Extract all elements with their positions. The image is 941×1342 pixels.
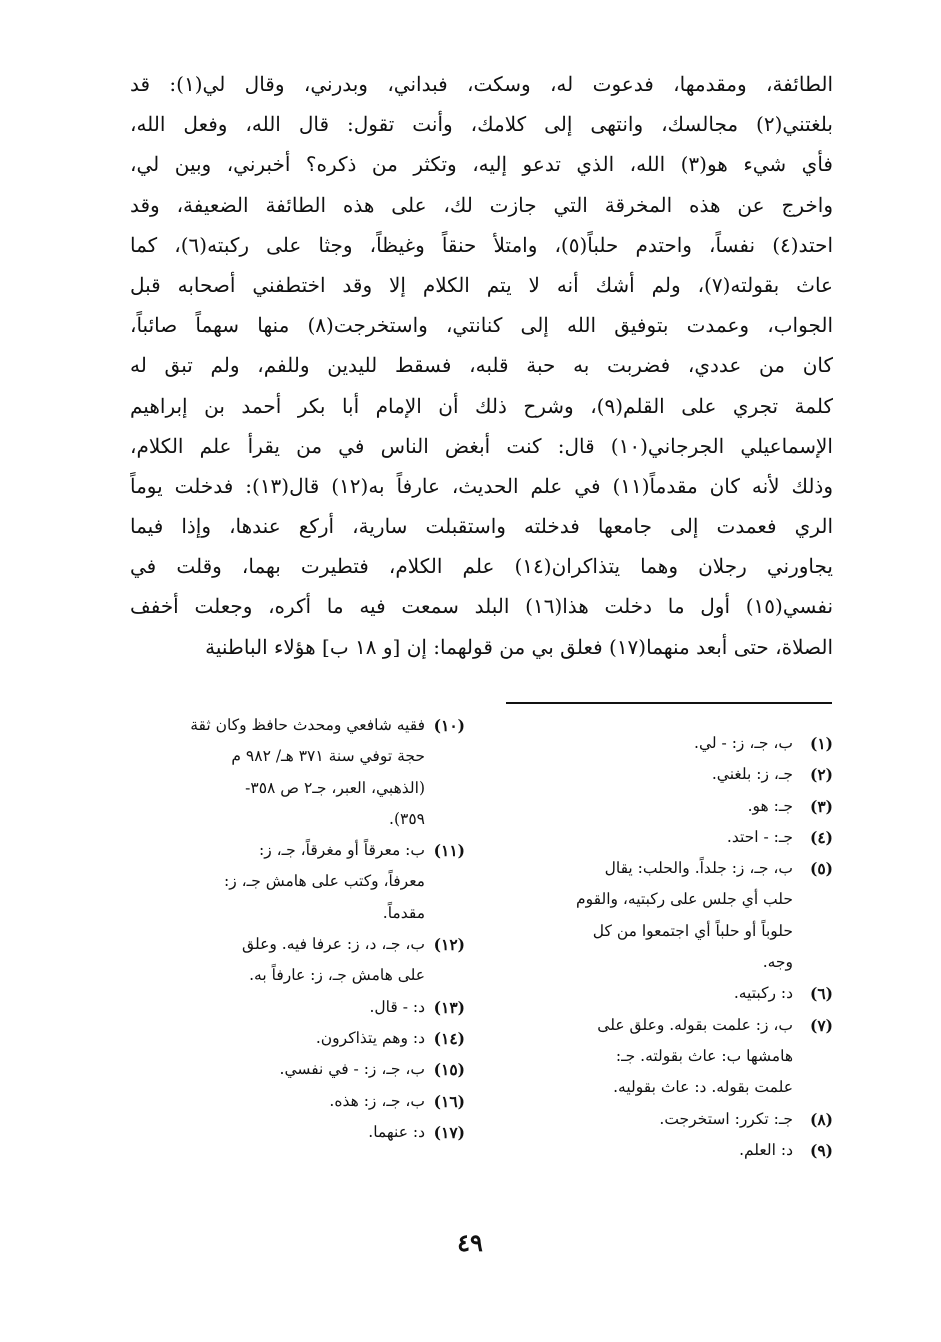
text-line: نفسي(١٥) أول ما دخلت هذا(١٦) البلد سمعت فيه ما أكره، وجعلت أخفف: [130, 594, 833, 619]
footnote-line: حلوباً أو حلباً أي اجتمعوا من كل: [592, 921, 793, 940]
footnote-line: حجة توفي سنة ٣٧١ هـ/ ٩٨٢ م: [231, 747, 425, 766]
footnote-number: (٢): [809, 765, 833, 785]
footnote-number: (٥): [809, 859, 833, 879]
footnote: [493, 1010, 833, 1104]
footnote-line: ب، جـ، ز: جلداً. والحلب: يقال: [604, 859, 793, 878]
main-text: [130, 64, 833, 667]
footnote-line: د: - قال.: [369, 997, 425, 1016]
text-line: بلغتني(٢) مجالسك، وانتهى إلى كلامك، وأنت تقول: قال الله، وفعل الله،: [130, 112, 833, 137]
footnote-number: (١٤): [433, 1028, 465, 1048]
footnote-line: حلب أي جلس على ركبتيه، والقوم: [576, 890, 793, 909]
footnote-number: (٨): [809, 1109, 833, 1129]
footnote-line: جـ: هو.: [747, 796, 793, 815]
text-line: وذلك لأنه كان مقدماً(١١) في علم الحديث، عارفاً به(١٢) قال(١٣): فدخلت يوماً: [130, 473, 833, 498]
text-line: فأي شيء هو(٣) الله، الذي تدعو إليه، وتكثر من ذكره؟ أخبرني، وبين لي،: [130, 152, 833, 177]
footnote: [493, 822, 833, 853]
text-line: الإسماعيلي الجرجاني(١٠) قال: كنت أبغض الناس في من يقرأ علم الكلام،: [130, 433, 833, 458]
footnote: [493, 791, 833, 822]
footnote-number: (١): [809, 734, 833, 753]
footnote: [125, 992, 465, 1023]
footnote-line: على هامش جـ، ز: عارفاً به.: [249, 966, 425, 985]
footnote-line: معرفاً، وكتب على هامش جـ، ز:: [224, 872, 425, 891]
footnote-line: علمت بقوله. د: عاث بقوليه.: [613, 1078, 793, 1097]
footnote-line: ٣٥٩).: [389, 809, 425, 828]
footnotes-right-column: [493, 728, 833, 1166]
footnote: [493, 1135, 833, 1166]
footnote: [125, 1023, 465, 1054]
footnote-line: د: ركبتيه.: [733, 984, 793, 1003]
footnote: [125, 1086, 465, 1117]
footnote-line: د: العلم.: [739, 1140, 793, 1159]
footnote-number: (١٥): [433, 1060, 465, 1080]
footnote-line: جـ: - احتد.: [726, 827, 793, 846]
page-number: ٤٩: [457, 1228, 483, 1257]
footnote-line: ب، جـ، ز: - في نفسي.: [279, 1060, 425, 1079]
text-line: واخرج عن هذه المخرقة التي جازت لك، على هذه الطائفة الضعيفة، وقد: [130, 192, 833, 217]
footnote-line: ب: معرقاً أو مغرقاً، جـ، ز:: [258, 841, 425, 860]
footnote-number: (٧): [809, 1015, 833, 1035]
footnote-number: (١٧): [433, 1122, 465, 1142]
text-line: الجواب، وعمدت بتوفيق الله إلى كنانتي، واستخرجت(٨) منها سهماً صائباً،: [130, 313, 833, 338]
footnote-line: ب، جـ، ز: هذه.: [329, 1091, 425, 1110]
footnote: [493, 1104, 833, 1135]
text-line: الطائفة، ومقدمها، فدعوت له، وسكت، فبداني، وبدرني، وقال لي(١): قد: [130, 72, 833, 96]
text-line: كان من عددي، فضربت به حبة قلبه، فسقط لليدين وللفم، ولم تبق له: [130, 353, 833, 378]
footnote-number: (٦): [809, 984, 833, 1004]
footnote-line: ب، جـ، د، ز: عرفا فيه. وعلق: [242, 935, 425, 954]
text-line: الري فعمدت إلى جامعها فدخلته واستقبلت سارية، أركع عندها، وإذا فيما: [130, 514, 833, 539]
text-line: يجاورني رجلان وهما يتذاكران(١٤) علم الكلام، فتطيرت بهما، وقلت في: [130, 554, 833, 579]
footnote-line: فقيه شافعي ومحدث حافظ وكان ثقة: [190, 716, 425, 734]
text-line: كلمة تجري على القلم(٩)، وشرح ذلك أن الإمام أبا بكر أحمد بن إبراهيم: [130, 393, 833, 418]
text-line: الصلاة، حتى أبعد منهما(١٧) فعلق بي من قولهما: إن [و ١٨ ب] هؤلاء الباطنية: [205, 634, 833, 659]
footnote-line: هامشها ب: عاث بقولته. جـ:: [615, 1046, 793, 1065]
footnote: [125, 710, 465, 835]
footnote: [493, 978, 833, 1009]
footnote-line: د: عنهما.: [368, 1122, 425, 1141]
footnotes-left-column: [125, 710, 465, 1148]
footnote-line: (الذهبي، العبر، جـ٢ ص ٣٥٨-: [245, 778, 425, 797]
footnote-number: (١٣): [433, 997, 465, 1017]
footnote-line: جـ: تكرر: استخرجت.: [659, 1109, 793, 1128]
footnote: [493, 728, 833, 759]
text-line: احتد(٤) نفساً، واحتدم حلباً(٥)، وامتلأ حنقاً وغيظاً، وجثا على ركبته(٦)، كما: [130, 232, 833, 257]
footnote: [125, 835, 465, 929]
footnote-line: جـ، ز: بلغني.: [711, 765, 793, 784]
footnote-number: (٩): [809, 1140, 833, 1160]
footnote: [125, 929, 465, 992]
footnote-line: مقدماً.: [382, 903, 425, 922]
footnote-line: د: وهم يتذاكرون.: [315, 1028, 425, 1047]
footnote-number: (١١): [433, 841, 465, 861]
footnote: [125, 1117, 465, 1148]
footnote-separator: [506, 702, 832, 704]
footnote-line: ب، جـ، ز: - لي.: [694, 734, 793, 752]
footnote-number: (١٢): [433, 935, 465, 955]
footnote: [493, 853, 833, 978]
footnote-number: (٤): [809, 827, 833, 847]
footnote: [493, 759, 833, 790]
footnote-number: (٣): [809, 796, 833, 816]
footnote: [125, 1054, 465, 1085]
footnote-line: ب، ز: علمت بقوله. وعلق على: [597, 1015, 793, 1034]
footnote-number: (١٠): [433, 716, 465, 735]
text-line: عاث بقولته(٧)، ولم أشك أنه لا يتم الكلام إلا وقد اختطفني أصحابه قبل: [130, 272, 833, 297]
footnote-line: وجه.: [762, 953, 793, 972]
footnote-number: (١٦): [433, 1091, 465, 1111]
